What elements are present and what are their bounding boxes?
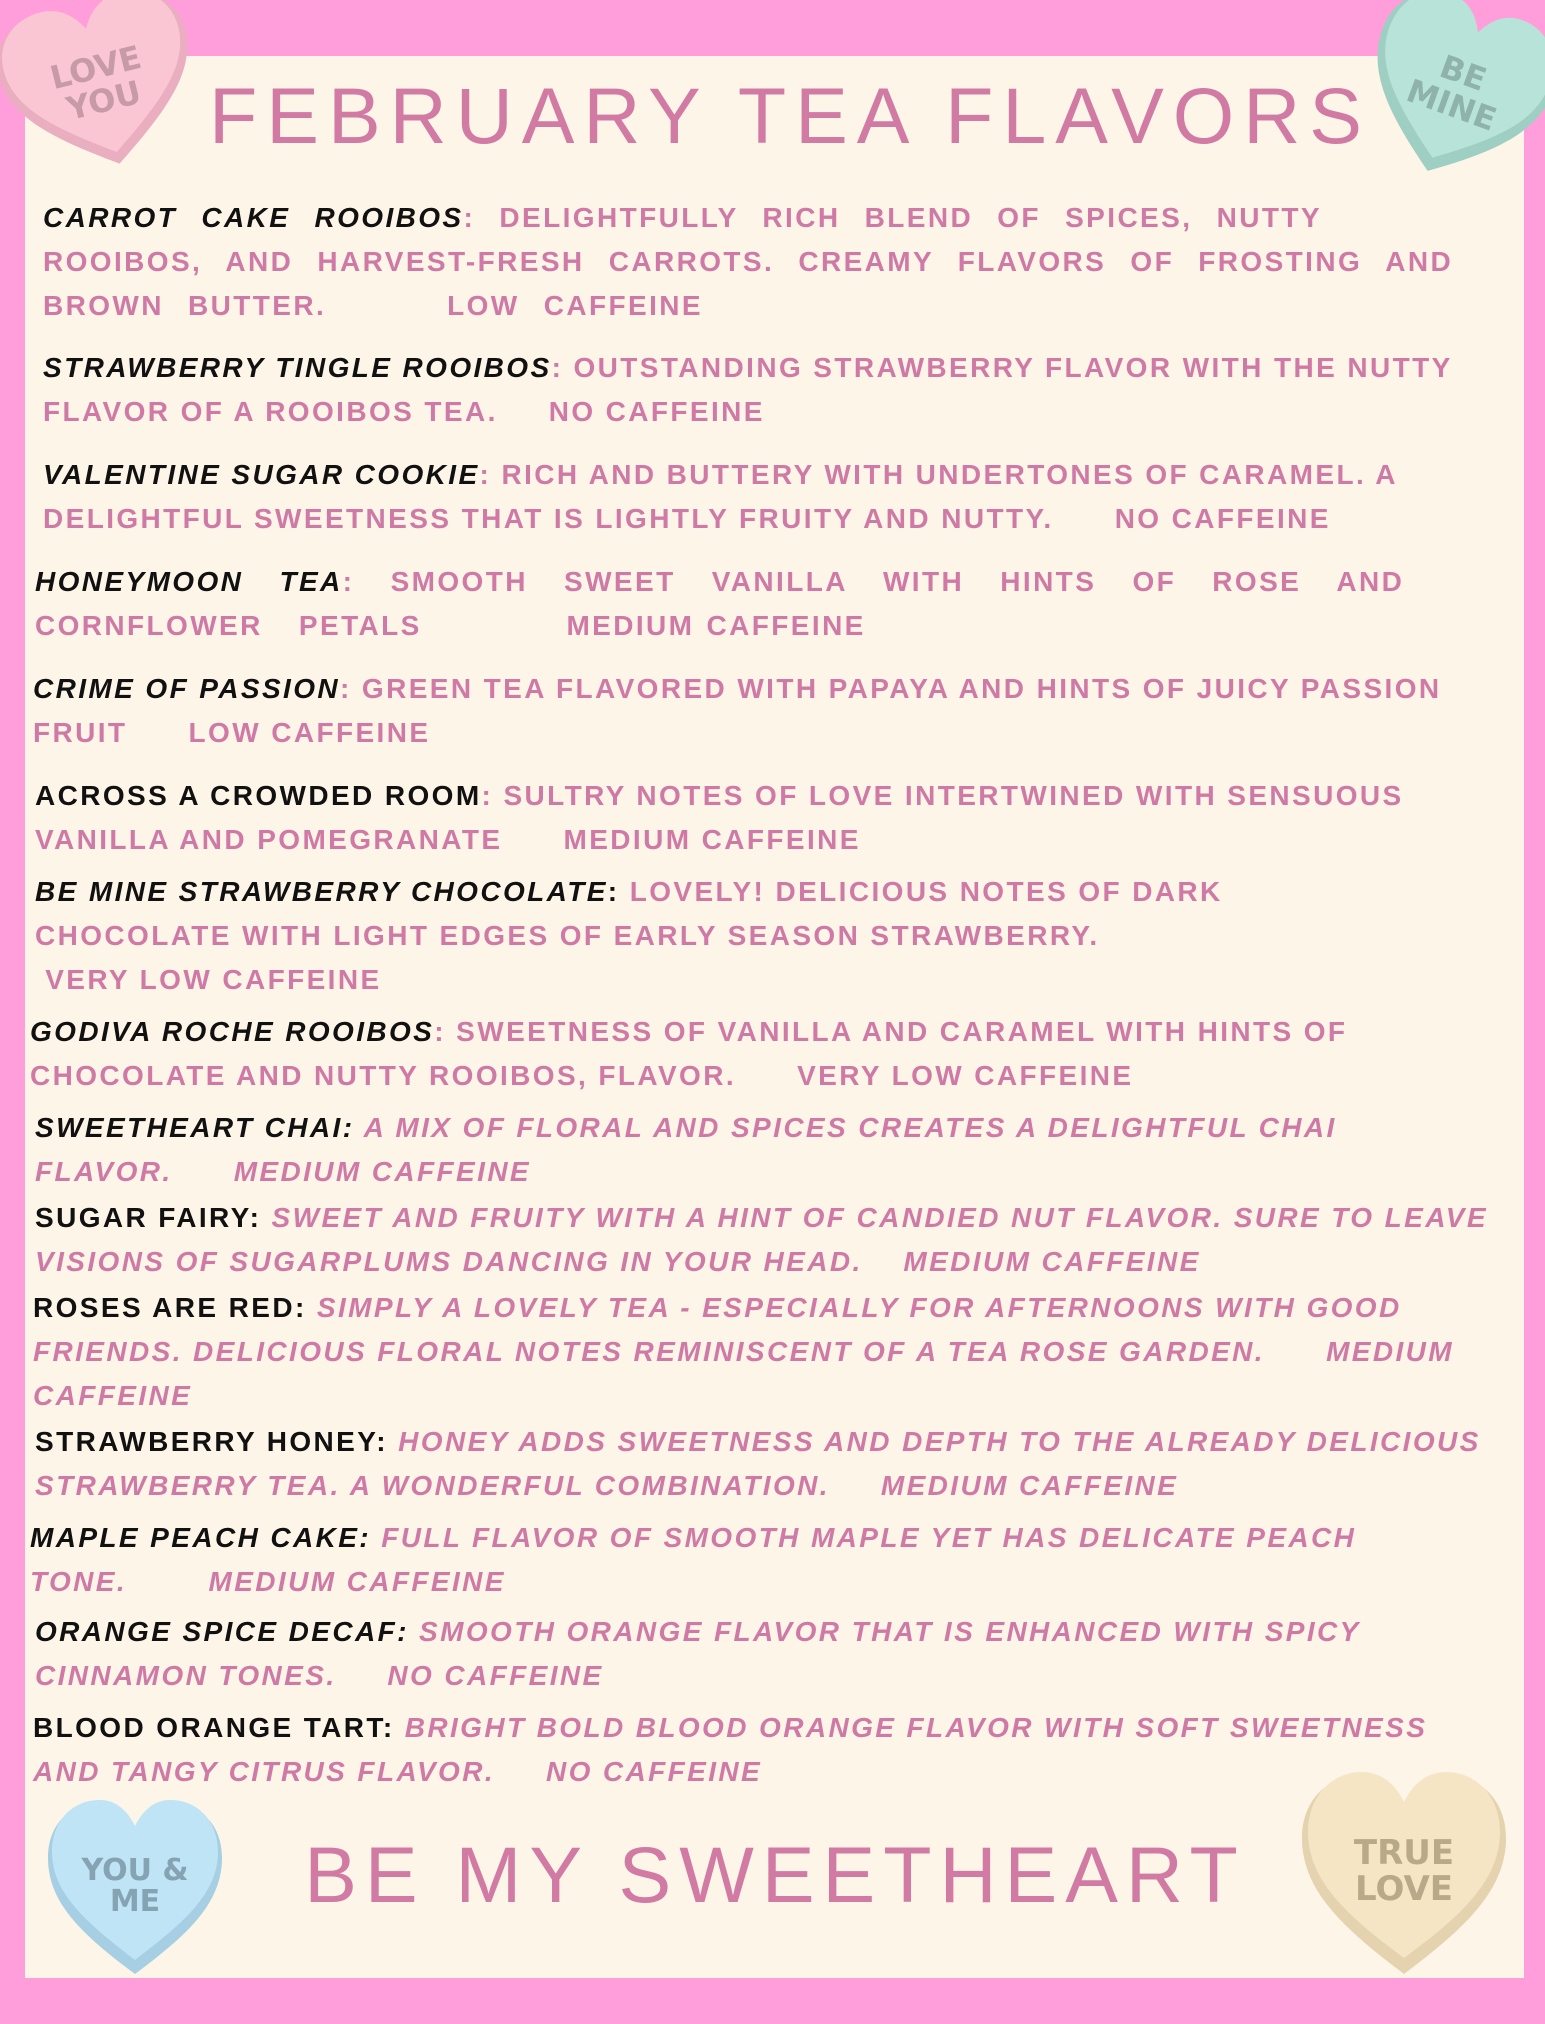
page-title: FEBRUARY TEA FLAVORS xyxy=(209,71,1371,160)
tea-description: A MIX OF FLORAL AND SPICES CREATES A DELIGHTFUL CHAI FLAVOR. xyxy=(35,1112,1337,1187)
tea-caffeine: MEDIUM CAFFEINE xyxy=(566,610,866,641)
tea-caffeine: NO CAFFEINE xyxy=(548,396,765,427)
tea-caffeine: VERY LOW CAFFEINE xyxy=(797,1060,1134,1091)
tea-caffeine: LOW CAFFEINE xyxy=(188,717,431,748)
heart-be-mine-text: BE MINE xyxy=(1401,47,1502,139)
tea-name: CRIME OF PASSION xyxy=(33,673,341,704)
tea-entry xyxy=(33,1706,1453,1794)
tea-entry xyxy=(33,667,1473,755)
tea-name: SWEETHEART CHAI: xyxy=(35,1112,355,1143)
tea-description: SWEET AND FRUITY WITH A HINT OF CANDIED NUT FLAVOR. SURE TO LEAVE VISIONS OF SUGARPLUMS DANCING IN YOUR HEAD. xyxy=(35,1202,1488,1277)
tea-name: STRAWBERRY HONEY: xyxy=(35,1426,388,1457)
tea-caffeine: MEDIUM CAFFEINE xyxy=(233,1156,532,1187)
tea-separator: : xyxy=(340,673,352,704)
tea-description: FULL FLAVOR OF SMOOTH MAPLE YET HAS DELICATE PEACH TONE. xyxy=(30,1522,1357,1597)
tea-entry xyxy=(35,1420,1535,1508)
tea-name: BLOOD ORANGE TART: xyxy=(33,1712,395,1743)
tea-name: GODIVA ROCHE ROOIBOS xyxy=(30,1016,435,1047)
heart-love-you-icon xyxy=(0,0,218,192)
tea-name: STRAWBERRY TINGLE ROOIBOS xyxy=(43,352,552,383)
tea-name: ORANGE SPICE DECAF: xyxy=(35,1616,409,1647)
tea-entry xyxy=(43,346,1523,434)
tea-name: ROSES ARE RED: xyxy=(33,1292,307,1323)
tea-name: SUGAR FAIRY: xyxy=(35,1202,262,1233)
tea-description: SULTRY NOTES OF LOVE INTERTWINED WITH SENSUOUS VANILLA AND POMEGRANATE xyxy=(35,780,1404,855)
tea-name: VALENTINE SUGAR COOKIE xyxy=(43,459,480,490)
tea-separator: : xyxy=(463,202,476,233)
heart-true-love-text: TRUE LOVE xyxy=(1353,1833,1455,1909)
tea-description: RICH AND BUTTERY WITH UNDERTONES OF CARAMEL. A DELIGHTFUL SWEETNESS THAT IS LIGHTLY FRUITY AND NUTTY. xyxy=(43,459,1397,534)
tea-entry xyxy=(43,453,1543,541)
tea-separator: : xyxy=(434,1016,446,1047)
tea-caffeine: MEDIUM CAFFEINE xyxy=(903,1246,1201,1277)
tea-description: SMOOTH SWEET VANILLA WITH HINTS OF ROSE AND CORNFLOWER PETALS xyxy=(35,566,1405,641)
tea-entry xyxy=(35,1106,1525,1194)
tea-entry xyxy=(35,774,1435,862)
tea-caffeine: MEDIUM CAFFEINE xyxy=(880,1470,1179,1501)
tea-caffeine: MEDIUM CAFFEINE xyxy=(563,824,861,855)
tea-caffeine: NO CAFFEINE xyxy=(545,1756,763,1787)
footer-tagline: BE MY SWEETHEART xyxy=(304,1830,1246,1919)
heart-you-and-me-icon xyxy=(44,1796,226,1976)
tea-description: SMOOTH ORANGE FLAVOR THAT IS ENHANCED WITH SPICY CINNAMON TONES. xyxy=(35,1616,1361,1691)
tea-caffeine: NO CAFFEINE xyxy=(1114,503,1331,534)
tea-description: HONEY ADDS SWEETNESS AND DEPTH TO THE ALREADY DELICIOUS STRAWBERRY TEA. A WONDERFUL COMBINATION. xyxy=(35,1426,1481,1501)
heart-true-love-icon xyxy=(1298,1766,1510,1978)
heart-love-you-text: LOVE YOU xyxy=(46,38,146,129)
tea-name: BE MINE STRAWBERRY CHOCOLATE xyxy=(35,876,608,907)
tea-name: HONEYMOON TEA xyxy=(35,566,343,597)
heart-you-and-me-text: YOU & ME xyxy=(81,1852,189,1919)
tea-description: LOVELY! DELICIOUS NOTES OF DARK CHOCOLATE WITH LIGHT EDGES OF EARLY SEASON STRAWBERRY. xyxy=(35,876,1223,951)
tea-entry xyxy=(35,1610,1535,1698)
tea-separator: : xyxy=(551,352,564,383)
tea-entry xyxy=(35,870,1415,1002)
tea-name: CARROT CAKE ROOIBOS xyxy=(43,202,464,233)
tea-entry xyxy=(33,1286,1473,1418)
tea-description: BRIGHT BOLD BLOOD ORANGE FLAVOR WITH SOFT SWEETNESS AND TANGY CITRUS FLAVOR. xyxy=(33,1712,1428,1787)
tea-description: DELIGHTFULLY RICH BLEND OF SPICES, NUTTY ROOIBOS, AND HARVEST-FRESH CARROTS. CREAMY FLAVORS OF FROSTING AND BROWN BUTTER. xyxy=(43,202,1454,321)
tea-caffeine: MEDIUM CAFFEINE xyxy=(33,1336,1455,1411)
tea-separator: : xyxy=(481,780,494,811)
tea-name: MAPLE PEACH CAKE: xyxy=(30,1522,372,1553)
tea-entry xyxy=(35,560,1515,648)
tea-name: ACROSS A CROWDED ROOM xyxy=(35,780,482,811)
tea-description: SWEETNESS OF VANILLA AND CARAMEL WITH HINTS OF CHOCOLATE AND NUTTY ROOIBOS, FLAVOR. xyxy=(30,1016,1348,1091)
tea-caffeine: VERY LOW CAFFEINE xyxy=(45,964,382,995)
tea-entry xyxy=(30,1010,1520,1098)
tea-caffeine: LOW CAFFEINE xyxy=(447,290,703,321)
tea-description: SIMPLY A LOVELY TEA - ESPECIALLY FOR AFTERNOONS WITH GOOD FRIENDS. DELICIOUS FLORAL NOTES REMINISCENT OF A TEA ROSE GARDEN. xyxy=(33,1292,1402,1367)
tea-separator: : xyxy=(607,876,620,907)
tea-separator: : xyxy=(479,459,492,490)
tea-separator: : xyxy=(342,566,355,597)
tea-entry xyxy=(30,1516,1530,1604)
tea-entry xyxy=(43,196,1483,328)
tea-description: OUTSTANDING STRAWBERRY FLAVOR WITH THE NUTTY FLAVOR OF A ROOIBOS TEA. xyxy=(43,352,1453,427)
tea-entry xyxy=(35,1196,1535,1284)
tea-caffeine: MEDIUM CAFFEINE xyxy=(208,1566,506,1597)
tea-caffeine: NO CAFFEINE xyxy=(387,1660,604,1691)
tea-description: GREEN TEA FLAVORED WITH PAPAYA AND HINTS OF JUICY PASSION FRUIT xyxy=(33,673,1442,748)
